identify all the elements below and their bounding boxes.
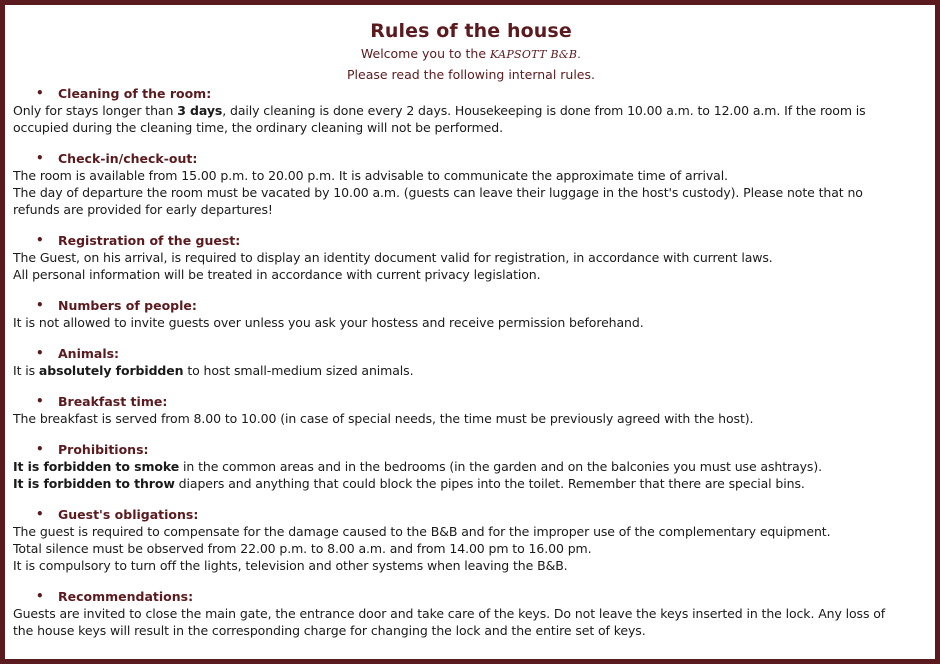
- rule-emphasis: 3 days: [177, 103, 223, 118]
- rule-heading: [13, 441, 929, 458]
- intro-line: Please read the following internal rules.: [347, 67, 595, 82]
- rule-text-line: [13, 102, 929, 119]
- page-title: Rules of the house: [370, 20, 572, 42]
- rule-section: [13, 150, 929, 218]
- rule-text: Guests are invited to close the main gate, the entrance door and take care of the keys. Do not leave the keys inserted in the lock. Any loss of: [13, 606, 886, 621]
- rule-text: , daily cleaning is done every 2 days. Housekeeping is done from 10.00 a.m. to 12.00 a.m. If the room is: [222, 103, 866, 118]
- welcome-text: Welcome you to the: [360, 46, 487, 61]
- bullet-icon: •: [36, 394, 44, 408]
- rule-heading: [13, 393, 929, 410]
- rule-section: [13, 297, 929, 331]
- rule-heading: [13, 588, 929, 605]
- bullet-icon: •: [36, 507, 44, 521]
- rule-text: The room is available from 15.00 p.m. to 20.00 p.m. It is advisable to communicate the approximate time of arrival.: [13, 168, 728, 183]
- bullet-icon: •: [36, 233, 44, 247]
- rule-heading: [13, 297, 929, 314]
- rule-text: to host small-medium sized animals.: [183, 363, 414, 378]
- rule-section: [13, 588, 929, 639]
- rule-heading: [13, 232, 929, 249]
- rule-text-line: [13, 249, 929, 266]
- rule-section: [13, 393, 929, 427]
- rule-text: It is compulsory to turn off the lights, television and other systems when leaving the B&B.: [13, 558, 568, 573]
- rule-text-line: [13, 362, 929, 379]
- bullet-icon: •: [36, 86, 44, 100]
- rule-text-line: [13, 540, 929, 557]
- rule-text: diapers and anything that could block the pipes into the toilet. Remember that there are special bins.: [174, 476, 805, 491]
- rule-section: [13, 441, 929, 492]
- rule-text-line: [13, 266, 929, 283]
- brand-logo: KAPSOTT B&B.: [490, 48, 582, 61]
- bullet-icon: •: [36, 298, 44, 312]
- rule-text-line: [13, 119, 929, 136]
- rule-section: [13, 506, 929, 574]
- rule-heading-text: Numbers of people:: [58, 298, 197, 313]
- rule-text: occupied during the cleaning time, the ordinary cleaning will not be performed.: [13, 120, 503, 135]
- rule-text-line: [13, 523, 929, 540]
- rule-heading-text: Prohibitions:: [58, 442, 149, 457]
- rule-heading-text: Registration of the guest:: [58, 233, 241, 248]
- rule-heading: [13, 506, 929, 523]
- document-body: [13, 13, 929, 653]
- rule-section: [13, 345, 929, 379]
- rule-heading-text: Check-in/check-out:: [58, 151, 198, 166]
- rule-text: The breakfast is served from 8.00 to 10.00 (in case of special needs, the time must be previously agreed with the host).: [13, 411, 754, 426]
- rule-text: in the common areas and in the bedrooms (in the garden and on the balconies you must use ashtrays).: [179, 459, 822, 474]
- rules-list: [13, 85, 929, 639]
- rule-text-line: [13, 410, 929, 427]
- rule-text: Only for stays longer than: [13, 103, 178, 118]
- rule-text: The Guest, on his arrival, is required to display an identity document valid for registration, in accordance with current laws.: [13, 250, 773, 265]
- rule-heading: [13, 345, 929, 362]
- rule-emphasis: It is forbidden to throw: [13, 476, 175, 491]
- bullet-icon: •: [36, 589, 44, 603]
- rule-heading: [13, 85, 929, 102]
- rule-heading: [13, 150, 929, 167]
- rule-text-line: [13, 314, 929, 331]
- rule-heading-text: Breakfast time:: [58, 394, 168, 409]
- rule-text-line: [13, 167, 929, 184]
- bullet-icon: •: [36, 442, 44, 456]
- rule-heading-text: Cleaning of the room:: [58, 86, 212, 101]
- rule-text-line: [13, 184, 929, 201]
- rule-text-line: [13, 475, 929, 492]
- rule-emphasis: It is forbidden to smoke: [13, 459, 180, 474]
- bullet-icon: •: [36, 151, 44, 165]
- rule-heading-text: Guest's obligations:: [58, 507, 199, 522]
- rule-text: Total silence must be observed from 22.00 p.m. to 8.00 a.m. and from 14.00 pm to 16.00 pm.: [13, 541, 592, 556]
- rule-text-line: [13, 622, 929, 639]
- rule-heading-text: Recommendations:: [58, 589, 194, 604]
- rule-heading-text: Animals:: [58, 346, 120, 361]
- rule-text-line: [13, 458, 929, 475]
- rule-text: The day of departure the room must be vacated by 10.00 a.m. (guests can leave their luggage in the host's custody). Please note that no: [13, 185, 863, 200]
- rule-text-line: [13, 605, 929, 622]
- rule-text: It is not allowed to invite guests over unless you ask your hostess and receive permission beforehand.: [13, 315, 644, 330]
- rule-section: [13, 232, 929, 283]
- rule-text-line: [13, 557, 929, 574]
- rule-text-line: [13, 201, 929, 218]
- rule-text: It is: [13, 363, 39, 378]
- rule-text: All personal information will be treated in accordance with current privacy legislation.: [13, 267, 541, 282]
- rule-text: the house keys will result in the corresponding charge for changing the lock and the entire set of keys.: [13, 623, 646, 638]
- bullet-icon: •: [36, 346, 44, 360]
- rule-section: [13, 85, 929, 136]
- rule-emphasis: absolutely forbidden: [38, 363, 184, 378]
- rule-text: The guest is required to compensate for the damage caused to the B&B and for the improper use of the complementary equipment.: [13, 524, 831, 539]
- rule-text: refunds are provided for early departures!: [13, 202, 273, 217]
- welcome-line: [13, 45, 929, 64]
